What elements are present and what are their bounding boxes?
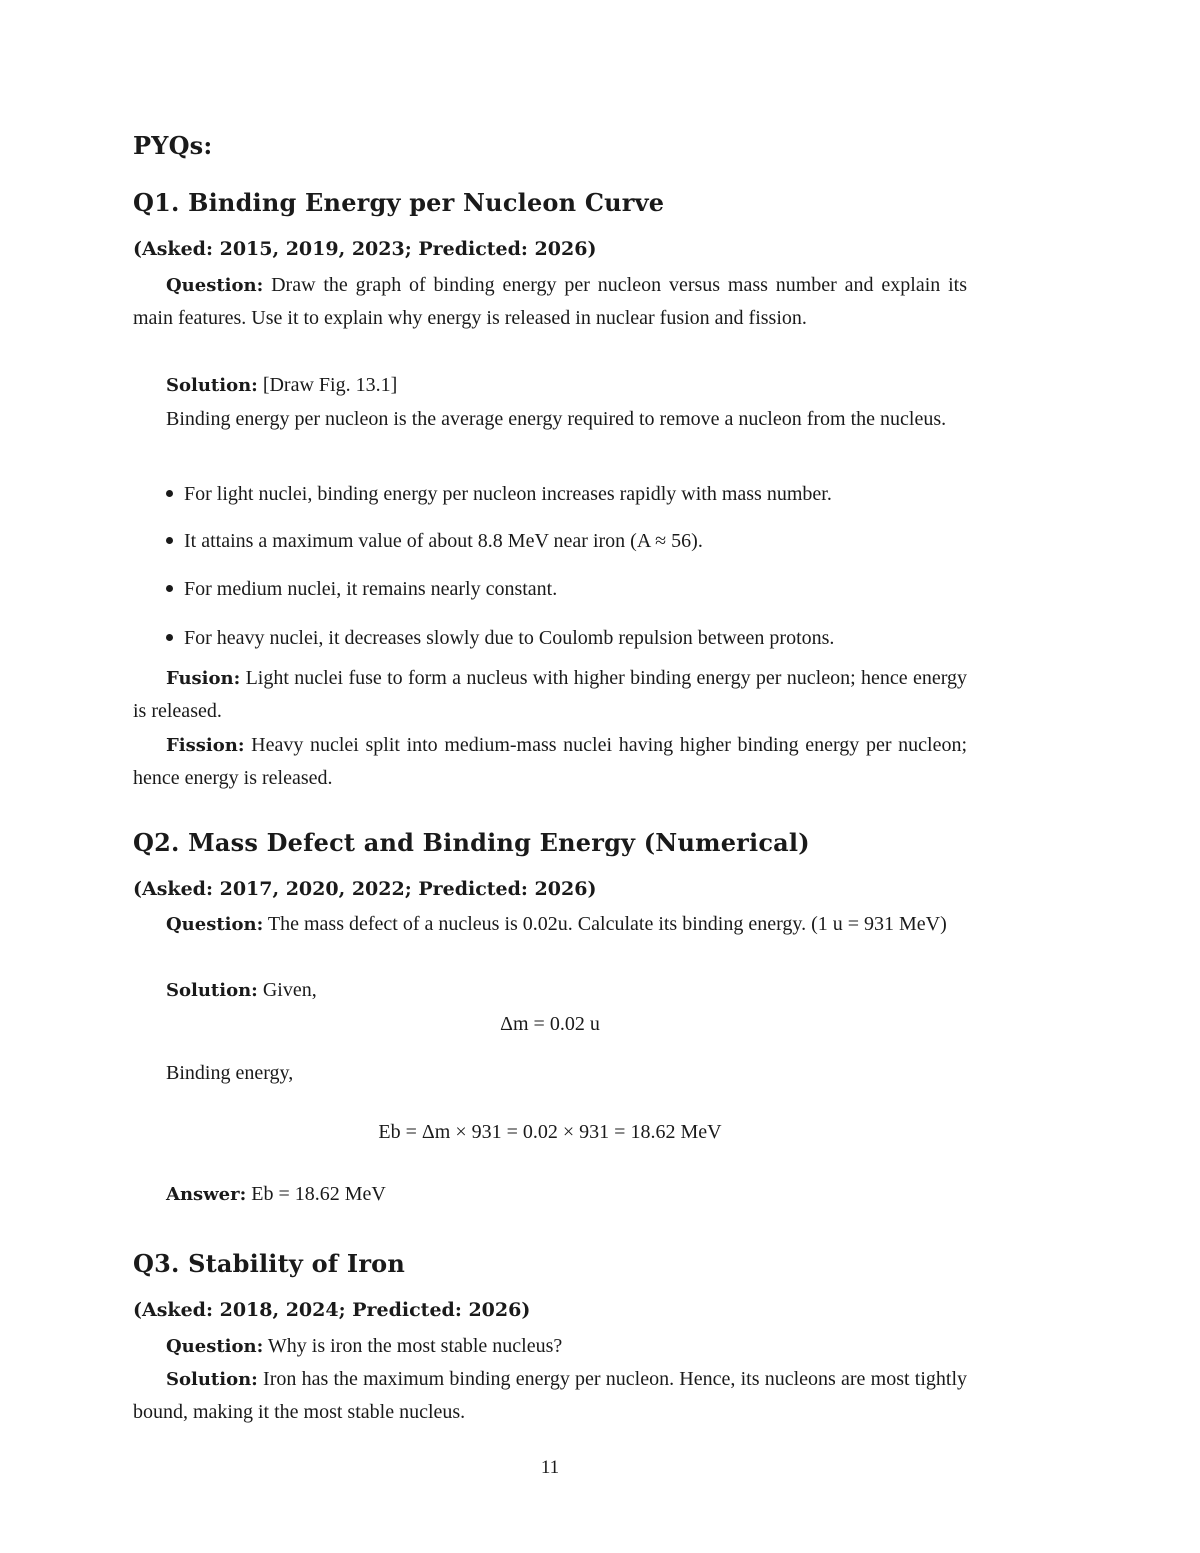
q1-question-text: Draw the graph of binding energy per nucleon versus mass number and explain its main features. Use it to explain why energy is released in nuclear fusion and fission. [133,274,968,329]
q1-solution-text: [Draw Fig. 13.1] [262,374,398,396]
document-page [133,0,967,1553]
list-item: It attains a maximum value of about 8.8 MeV near iron (A ≈ 56). [166,528,703,554]
q2-solution-text: Given, [262,979,317,1001]
q1-fission [133,729,967,795]
list-item: For light nuclei, binding energy per nucleon increases rapidly with mass number. [166,481,832,507]
q2-question [133,908,967,941]
q1-fusion-label: Fusion: [166,668,241,689]
list-item: For heavy nuclei, it decreases slowly due to Coulomb repulsion between protons. [166,625,834,651]
q3-solution [133,1363,967,1429]
q2-answer [133,1178,967,1211]
page-number: 11 [540,1457,560,1478]
bullet-icon [166,634,173,641]
q3-question [133,1330,967,1363]
q2-answer-text: Eb = 18.62 MeV [251,1183,386,1205]
q2-solution-label: Solution: [166,980,258,1001]
page-heading: PYQs: [133,131,213,160]
q1-fission-label: Fission: [166,735,245,756]
q2-title: Q2. Mass Defect and Binding Energy (Numerical) [133,828,810,857]
q2-meta: (Asked: 2017, 2020, 2022; Predicted: 2026) [133,878,597,900]
bullet-icon [166,537,173,544]
q2-binding-text: Binding energy, [166,1062,294,1084]
q1-fission-text: Heavy nuclei split into medium-mass nuclei having higher binding energy per nucleon; hence energy is released. [133,734,968,789]
q3-question-label: Question: [166,1336,264,1357]
q2-answer-label: Answer: [166,1184,247,1205]
q1-question-label: Question: [166,275,264,296]
q3-meta: (Asked: 2018, 2024; Predicted: 2026) [133,1299,531,1321]
q2-question-label: Question: [166,914,264,935]
q3-solution-label: Solution: [166,1369,258,1390]
q1-title: Q1. Binding Energy per Nucleon Curve [133,188,665,217]
q1-fusion-text: Light nuclei fuse to form a nucleus with higher binding energy per nucleon; hence energy is released. [133,667,967,722]
q1-meta: (Asked: 2015, 2019, 2023; Predicted: 2026) [133,238,597,260]
q1-definition: Binding energy per nucleon is the average energy required to remove a nucleon from the nucleus. [166,408,947,430]
list-item: For medium nuclei, it remains nearly constant. [166,576,557,602]
q3-question-text: Why is iron the most stable nucleus? [267,1335,563,1357]
q1-question [133,269,967,335]
bullet-icon [166,585,173,592]
q3-solution-text: Iron has the maximum binding energy per nucleon. Hence, its nucleons are most tightly bound, making it the most stable nucleus. [133,1368,967,1423]
q3-title: Q3. Stability of Iron [133,1249,406,1278]
bullet-icon [166,490,173,497]
q2-question-text: The mass defect of a nucleus is 0.02u. Calculate its binding energy. (1 u = 931 MeV) [267,913,947,935]
equation-mass-defect: Δm = 0.02 u [500,1013,600,1035]
equation-binding-energy: Eb = Δm × 931 = 0.02 × 931 = 18.62 MeV [378,1121,722,1143]
q1-fusion [133,662,967,728]
q2-solution [133,974,967,1007]
q1-solution [133,369,967,402]
q1-solution-label: Solution: [166,375,258,396]
